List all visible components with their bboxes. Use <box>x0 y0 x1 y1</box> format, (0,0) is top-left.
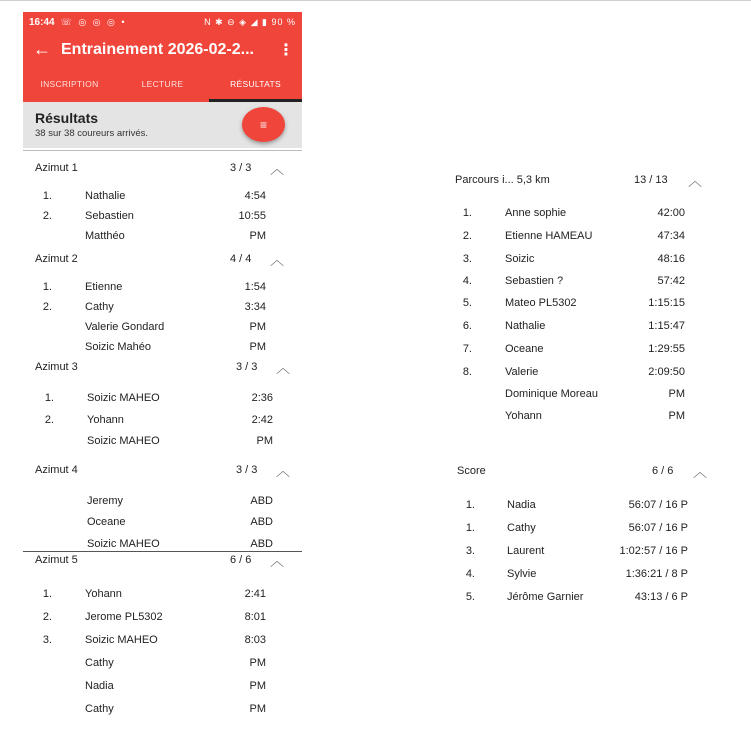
result-rank: 1. <box>42 588 52 600</box>
result-time: ABD <box>250 495 273 507</box>
app-bar <box>23 33 302 66</box>
chevron-up-icon[interactable]: ︿ <box>270 553 284 569</box>
chevron-up-icon[interactable]: ︿ <box>270 252 284 268</box>
chevron-up-icon[interactable]: ︿ <box>276 360 290 376</box>
course-count: 6 / 6 <box>230 554 252 566</box>
result-rank: 4. <box>465 568 475 580</box>
result-name: Soizic MAHEO <box>87 392 160 404</box>
result-rank: 2. <box>42 301 52 313</box>
result-name: Sylvie <box>507 568 537 580</box>
course-name: Score <box>457 465 486 477</box>
back-arrow-icon[interactable]: ← <box>33 39 51 59</box>
result-time: 56:07 / 16 P <box>628 522 688 534</box>
course-count: 13 / 13 <box>634 174 668 186</box>
result-name: Etienne <box>85 281 123 293</box>
result-time: 2:41 <box>244 588 266 600</box>
result-time: PM <box>668 410 685 422</box>
result-time: PM <box>256 435 273 447</box>
result-time: PM <box>249 680 266 692</box>
result-name: Nathalie <box>85 190 126 202</box>
result-name: Sebastien ? <box>505 275 564 287</box>
result-time: ABD <box>250 538 273 550</box>
result-time: 42:00 <box>657 207 685 219</box>
result-time: PM <box>249 230 266 242</box>
result-name: Oceane <box>505 343 544 355</box>
result-name: Soizic Mahéo <box>85 341 152 353</box>
result-time: 43:13 / 6 P <box>634 591 688 603</box>
tab-resultats[interactable]: RÉSULTATS <box>209 66 302 102</box>
result-name: Sebastien <box>85 210 134 222</box>
result-name: Nadia <box>85 680 114 692</box>
result-rank: 1. <box>42 281 52 293</box>
divider <box>23 150 302 151</box>
result-rank: 2. <box>42 210 52 222</box>
tab-lecture[interactable]: LECTURE <box>141 79 184 89</box>
result-rank: 3. <box>465 545 475 557</box>
menu-fab-button[interactable] <box>242 107 285 142</box>
chevron-up-icon[interactable]: ︿ <box>688 173 702 189</box>
result-rank: 1. <box>42 190 52 202</box>
chevron-up-icon[interactable]: ︿ <box>270 161 284 177</box>
tab-bar <box>23 66 302 102</box>
result-time: 1:15:15 <box>648 297 685 309</box>
course-count: 3 / 3 <box>236 361 258 373</box>
list-icon: ≡ <box>259 117 267 132</box>
course-name: Azimut 2 <box>35 253 78 265</box>
notification-icons: ☏ ◎ ◎ ◎ • <box>60 17 127 27</box>
result-time: PM <box>249 703 266 715</box>
result-rank: 1. <box>44 392 54 404</box>
result-name: Yohann <box>505 410 542 422</box>
course-count: 3 / 3 <box>236 464 258 476</box>
result-time: 56:07 / 16 P <box>628 499 688 511</box>
result-rank: 5. <box>465 591 475 603</box>
result-name: Etienne HAMEAU <box>505 230 593 242</box>
result-rank: 4. <box>462 275 472 287</box>
result-time: 1:15:47 <box>648 320 685 332</box>
course-count: 4 / 4 <box>230 253 252 265</box>
result-name: Jerome PL5302 <box>85 611 163 623</box>
result-time: 57:42 <box>657 275 685 287</box>
result-name: Cathy <box>507 522 536 534</box>
result-name: Yohann <box>85 588 122 600</box>
result-rank: 3. <box>462 253 472 265</box>
result-time: 1:54 <box>244 281 266 293</box>
chevron-up-icon[interactable]: ︿ <box>693 464 707 480</box>
course-count: 6 / 6 <box>652 465 674 477</box>
result-rank: 7. <box>462 343 472 355</box>
course-name: Azimut 5 <box>35 554 78 566</box>
result-time: 1:36:21 / 8 P <box>625 568 688 580</box>
result-time: 48:16 <box>657 253 685 265</box>
result-rank: 8. <box>462 366 472 378</box>
result-name: Yohann <box>87 414 124 426</box>
result-name: Laurent <box>507 545 545 557</box>
overflow-menu-icon[interactable]: ⋮ <box>278 41 294 59</box>
result-name: Soizic <box>505 253 535 265</box>
result-name: Oceane <box>87 516 126 528</box>
result-name: Valerie Gondard <box>85 321 165 333</box>
result-time: 8:03 <box>244 634 266 646</box>
result-name: Cathy <box>85 703 114 715</box>
result-name: Valerie <box>505 366 539 378</box>
result-time: 8:01 <box>244 611 266 623</box>
course-name: Azimut 4 <box>35 464 78 476</box>
result-time: 3:34 <box>244 301 266 313</box>
result-name: Mateo PL5302 <box>505 297 577 309</box>
result-name: Soizic MAHEO <box>87 538 160 550</box>
results-header <box>23 102 302 148</box>
result-rank: 2. <box>44 414 54 426</box>
course-name: Parcours i... 5,3 km <box>455 174 550 186</box>
result-time: 47:34 <box>657 230 685 242</box>
result-name: Nathalie <box>505 320 546 332</box>
result-name: Jérôme Garnier <box>507 591 584 603</box>
result-time: PM <box>249 321 266 333</box>
result-time: 2:36 <box>251 392 273 404</box>
tab-inscription[interactable]: INSCRIPTION <box>40 79 99 89</box>
result-rank: 1. <box>462 207 472 219</box>
result-rank: 2. <box>462 230 472 242</box>
result-rank: 5. <box>462 297 472 309</box>
status-bar <box>23 12 302 33</box>
result-time: PM <box>249 341 266 353</box>
result-time: PM <box>668 388 685 400</box>
result-time: 2:42 <box>251 414 273 426</box>
course-count: 3 / 3 <box>230 162 252 174</box>
result-time: PM <box>249 657 266 669</box>
course-name: Azimut 3 <box>35 361 78 373</box>
result-rank: 2. <box>42 611 52 623</box>
status-time: 16:44 <box>29 17 55 28</box>
result-time: 1:02:57 / 16 P <box>619 545 688 557</box>
result-rank: 1. <box>465 522 475 534</box>
result-name: Soizic MAHEO <box>85 634 158 646</box>
top-border <box>0 0 751 1</box>
result-name: Dominique Moreau <box>505 388 598 400</box>
result-rank: 1. <box>465 499 475 511</box>
chevron-up-icon[interactable]: ︿ <box>276 463 290 479</box>
result-name: Jeremy <box>87 495 124 507</box>
result-name: Anne sophie <box>505 207 567 219</box>
result-rank: 6. <box>462 320 472 332</box>
result-name: Matthéo <box>85 230 125 242</box>
result-time: 2:09:50 <box>648 366 685 378</box>
divider <box>23 551 302 552</box>
result-name: Soizic MAHEO <box>87 435 160 447</box>
results-title: Résultats <box>35 110 99 126</box>
result-name: Cathy <box>85 301 114 313</box>
course-name: Azimut 1 <box>35 162 78 174</box>
results-summary: 38 sur 38 coureurs arrivés. <box>35 128 148 139</box>
result-time: 4:54 <box>244 190 266 202</box>
result-name: Nadia <box>507 499 536 511</box>
result-rank: 3. <box>42 634 52 646</box>
page-title: Entrainement 2026-02-2... <box>61 40 254 58</box>
result-name: Cathy <box>85 657 114 669</box>
system-icons: N ✱ ⊖ ◈ ◢ ▮ 90 % <box>204 17 296 27</box>
result-time: 10:55 <box>238 210 266 222</box>
result-time: 1:29:55 <box>648 343 685 355</box>
result-time: ABD <box>250 516 273 528</box>
